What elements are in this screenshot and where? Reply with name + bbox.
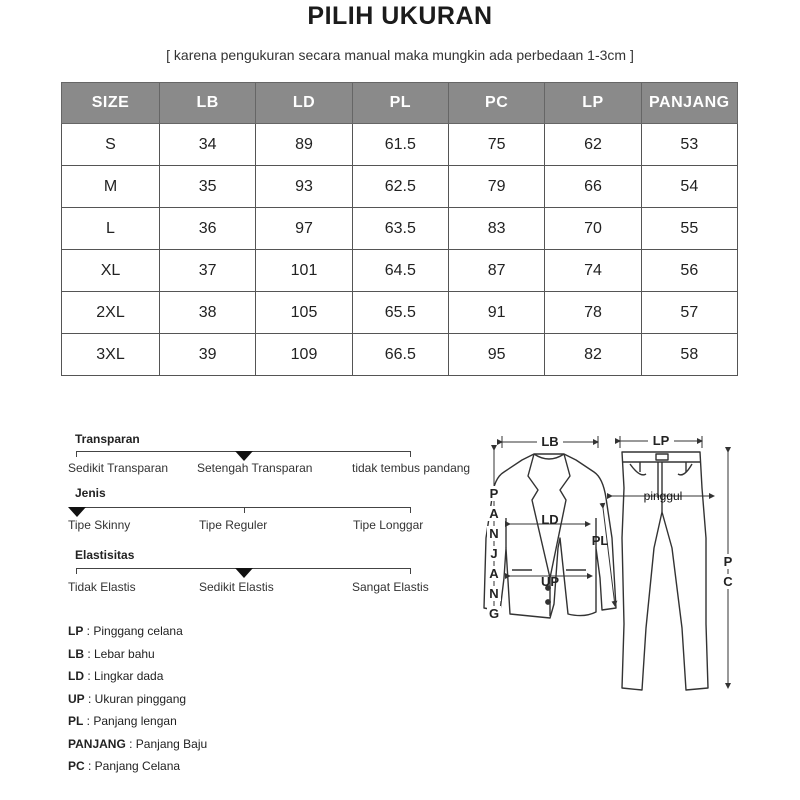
size-table xyxy=(61,82,738,376)
cell-pc: 79 xyxy=(448,166,544,208)
scale-option: tidak tembus pandang xyxy=(352,461,471,475)
garment-diagram xyxy=(460,428,760,708)
legend-item xyxy=(68,755,207,778)
cell-lp: 62 xyxy=(545,124,641,166)
legend-item xyxy=(68,665,207,688)
cell-pl: 64.5 xyxy=(352,250,448,292)
cell-panjang: 56 xyxy=(641,250,737,292)
cell-size: M xyxy=(62,166,160,208)
vertical-letter: C xyxy=(723,574,733,589)
scale-jenis xyxy=(68,486,428,546)
cell-size: L xyxy=(62,208,160,250)
legend-abbr: UP xyxy=(68,691,85,706)
scale-transparan xyxy=(68,432,471,492)
cell-lb: 34 xyxy=(160,124,256,166)
vertical-letter: N xyxy=(489,586,499,601)
scale-option: Sedikit Transparan xyxy=(68,461,169,475)
col-header-panjang: PANJANG xyxy=(641,83,737,124)
table-row xyxy=(62,292,738,334)
legend-item xyxy=(68,688,207,711)
selected-marker xyxy=(68,507,86,517)
cell-lp: 74 xyxy=(545,250,641,292)
scale-option: Tipe Longgar xyxy=(353,518,424,532)
cell-ld: 101 xyxy=(256,250,352,292)
selected-marker xyxy=(235,568,253,578)
scale-option: Tipe Skinny xyxy=(68,518,131,532)
cell-pc: 95 xyxy=(448,334,544,376)
cell-lp: 78 xyxy=(545,292,641,334)
cell-lp: 70 xyxy=(545,208,641,250)
table-header-row xyxy=(62,83,738,124)
cell-pc: 91 xyxy=(448,292,544,334)
cell-pl: 66.5 xyxy=(352,334,448,376)
scale-option: Sangat Elastis xyxy=(352,580,429,594)
col-header-lp: LP xyxy=(545,83,641,124)
scale-option: Sedikit Elastis xyxy=(199,580,274,594)
cell-lb: 39 xyxy=(160,334,256,376)
cell-pc: 75 xyxy=(448,124,544,166)
pants-illustration xyxy=(622,452,708,690)
cell-lb: 37 xyxy=(160,250,256,292)
cell-size: XL xyxy=(62,250,160,292)
table-row xyxy=(62,208,738,250)
cell-ld: 109 xyxy=(256,334,352,376)
cell-size: 3XL xyxy=(62,334,160,376)
cell-pl: 61.5 xyxy=(352,124,448,166)
scale-tick xyxy=(410,451,411,457)
legend-item xyxy=(68,710,207,733)
col-header-lb: LB xyxy=(160,83,256,124)
cell-pl: 62.5 xyxy=(352,166,448,208)
cell-pl: 63.5 xyxy=(352,208,448,250)
legend-desc: : Panjang lengan xyxy=(83,714,177,728)
cell-ld: 97 xyxy=(256,208,352,250)
legend-abbr: LD xyxy=(68,669,84,683)
vertical-letter: P xyxy=(723,554,733,569)
cell-ld: 89 xyxy=(256,124,352,166)
cell-panjang: 58 xyxy=(641,334,737,376)
legend-item xyxy=(68,733,207,756)
scale-label: Elastisitas xyxy=(75,548,135,562)
up-label: UP xyxy=(540,574,560,589)
cell-lb: 36 xyxy=(160,208,256,250)
cell-panjang: 57 xyxy=(641,292,737,334)
col-header-ld: LD xyxy=(256,83,352,124)
lp-label: LP xyxy=(652,433,670,448)
cell-lb: 35 xyxy=(160,166,256,208)
legend-item xyxy=(68,620,207,643)
page-title: PILIH UKURAN xyxy=(307,2,493,30)
scale-tick xyxy=(76,568,77,574)
scale-elastisitas xyxy=(68,548,428,608)
legend-abbr: PL xyxy=(68,714,84,728)
cell-lp: 82 xyxy=(545,334,641,376)
cell-lp: 66 xyxy=(545,166,641,208)
table-row xyxy=(62,334,738,376)
legend-abbr: LP xyxy=(68,624,84,638)
vertical-letter: A xyxy=(489,506,499,521)
panjang-label xyxy=(487,486,501,621)
legend-abbr: LB xyxy=(68,646,84,661)
legend-item xyxy=(68,643,207,666)
pinggul-label: pinggul xyxy=(643,489,683,503)
cell-ld: 105 xyxy=(256,292,352,334)
table-row xyxy=(62,166,738,208)
scale-tick xyxy=(410,507,411,513)
cell-size: S xyxy=(62,124,160,166)
scale-label: Jenis xyxy=(75,486,106,500)
scale-option: Setengah Transparan xyxy=(197,461,313,475)
col-header-size: SIZE xyxy=(62,83,160,124)
vertical-letter: J xyxy=(490,546,498,561)
cell-panjang: 55 xyxy=(641,208,737,250)
table-row xyxy=(62,124,738,166)
cell-pc: 87 xyxy=(448,250,544,292)
legend-desc: : Ukuran pinggang xyxy=(84,691,187,706)
cell-lb: 38 xyxy=(160,292,256,334)
vertical-letter: N xyxy=(489,526,499,541)
vertical-letter: A xyxy=(489,566,499,581)
lb-label: LB xyxy=(541,434,559,449)
pl-label: PL xyxy=(591,533,609,548)
selected-marker xyxy=(235,451,253,461)
cell-ld: 93 xyxy=(256,166,352,208)
legend-desc: : Panjang Baju xyxy=(125,736,208,751)
vertical-letter: P xyxy=(489,486,499,501)
cell-pc: 83 xyxy=(448,208,544,250)
scale-option: Tipe Reguler xyxy=(199,518,268,532)
vertical-letter: G xyxy=(488,606,500,621)
legend-desc: : Panjang Celana xyxy=(84,759,181,773)
col-header-pc: PC xyxy=(448,83,544,124)
scale-tick xyxy=(244,507,245,513)
legend-desc: : Lebar bahu xyxy=(84,646,155,661)
legend-desc: : Pinggang celana xyxy=(83,624,183,638)
ld-label: LD xyxy=(541,512,559,527)
legend-desc: : Lingkar dada xyxy=(84,669,164,683)
cell-panjang: 54 xyxy=(641,166,737,208)
scale-option: Tidak Elastis xyxy=(68,580,136,594)
table-row xyxy=(62,250,738,292)
scale-label: Transparan xyxy=(75,432,140,446)
col-header-pl: PL xyxy=(352,83,448,124)
cell-pl: 65.5 xyxy=(352,292,448,334)
abbreviation-legend xyxy=(68,620,207,778)
scale-tick xyxy=(76,451,77,457)
cell-size: 2XL xyxy=(62,292,160,334)
legend-abbr: PANJANG xyxy=(68,736,126,751)
measurement-note: [ karena pengukuran secara manual maka mungkin ada perbedaan 1-3cm ] xyxy=(166,47,634,63)
scale-tick xyxy=(410,568,411,574)
cell-panjang: 53 xyxy=(641,124,737,166)
legend-abbr: PC xyxy=(68,759,85,773)
